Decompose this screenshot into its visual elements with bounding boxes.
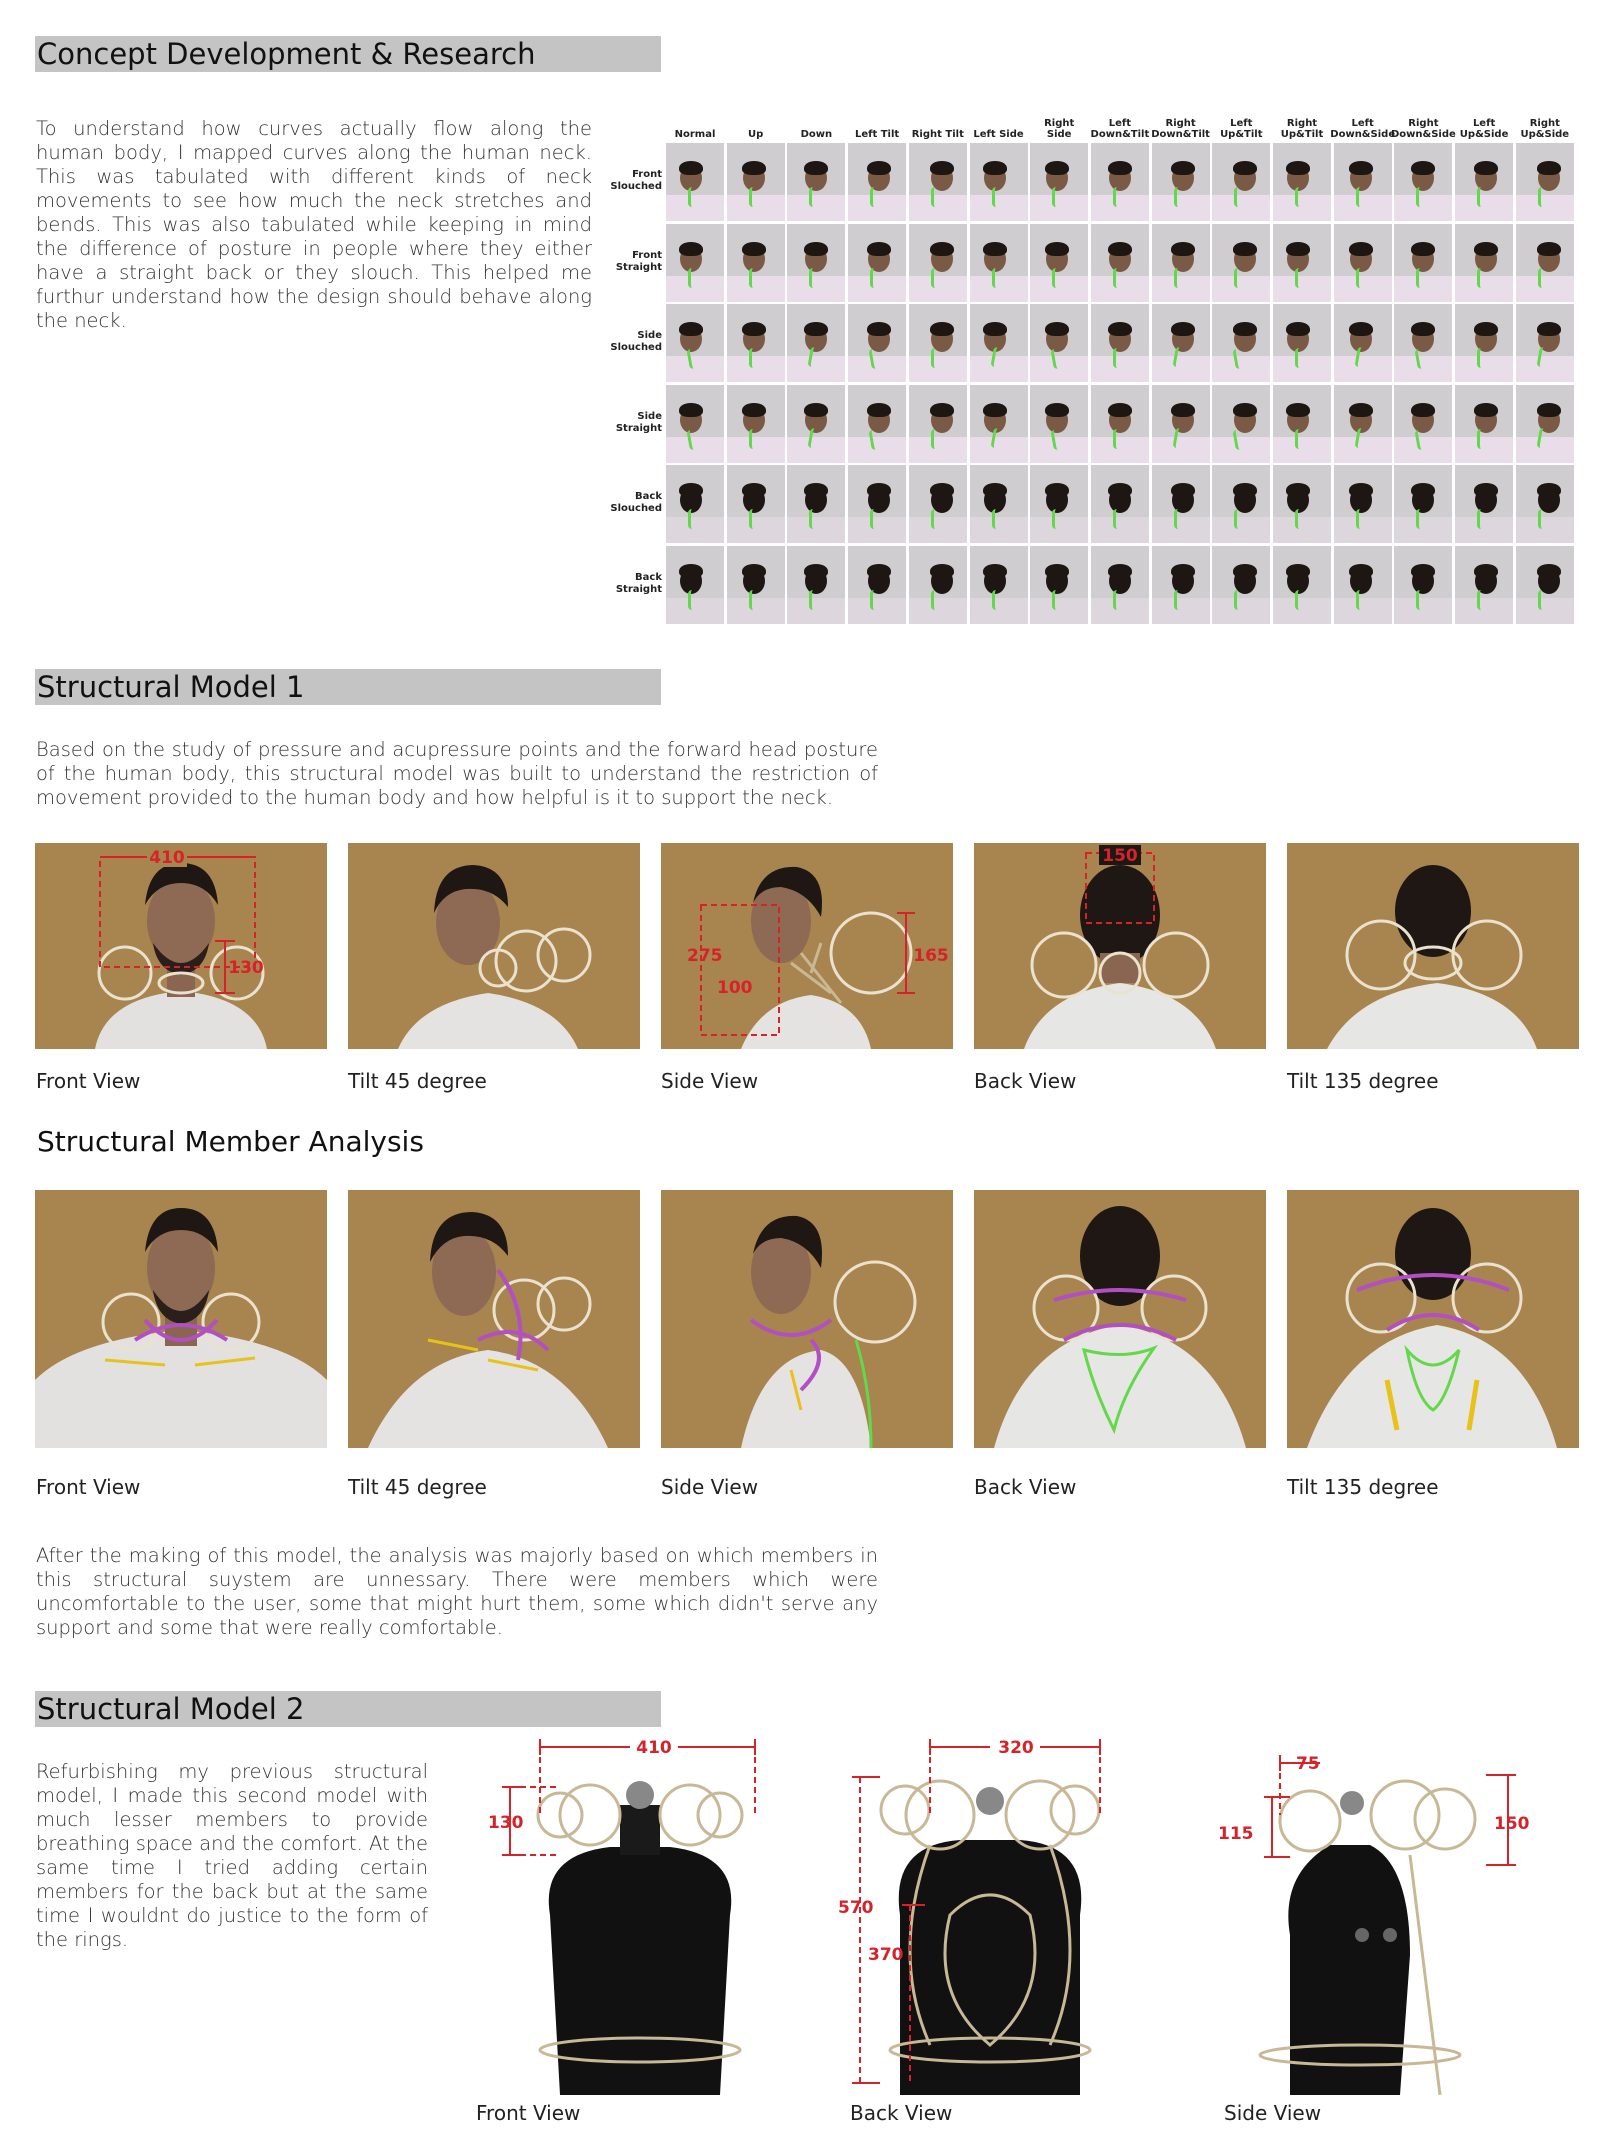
grid-photo-cell (1334, 465, 1392, 543)
grid-row-header: Side Straight (615, 410, 662, 434)
grid-row-header: Front Straight (615, 249, 662, 273)
grid-column-header: Left Side (973, 129, 1024, 140)
analysis-photo-tilt135 (1287, 1190, 1579, 1448)
model2-image-side (1200, 1735, 1540, 2095)
grid-photo-cell (1030, 143, 1088, 221)
grid-photo-cell (1334, 385, 1392, 463)
grid-column-header: Left Down&Tilt (1090, 118, 1150, 140)
model1-photo-tilt135 (1287, 843, 1579, 1049)
grid-photo-cell (1455, 224, 1513, 302)
grid-photo-cell (1212, 143, 1270, 221)
model1-caption-back: Back View (974, 1069, 1077, 1093)
grid-photo-cell (787, 304, 845, 382)
model1-photo-front (35, 843, 327, 1049)
grid-photo-cell (1091, 385, 1149, 463)
analysis-paragraph: After the making of this model, the analysis was majorly based on which members in this structural suystem are unnessary. There were members which were uncomfortable to the user, some that might hurt them, some which didn't serve any support and some that were really comfortable. (36, 1544, 878, 1639)
grid-photo-cell (1212, 465, 1270, 543)
grid-photo-cell (1516, 465, 1574, 543)
model2-dim-back-height: 570 (838, 1898, 874, 1918)
grid-column-header: Right Up&Tilt (1280, 118, 1324, 140)
grid-photo-cell (1455, 385, 1513, 463)
model1-paragraph: Based on the study of pressure and acupressure points and the forward head posture of the human body, this structural model was built to understand the restriction of movement provided to the human body and how helpful is it to support the neck. (36, 738, 878, 809)
model1-photo-back (974, 843, 1266, 1049)
grid-photo-cell (848, 385, 906, 463)
grid-photo-cell (848, 546, 906, 624)
model1-photo-tilt45 (348, 843, 640, 1049)
grid-photo-cell (787, 465, 845, 543)
grid-photo-cell (1394, 546, 1452, 624)
grid-photo-cell (848, 224, 906, 302)
grid-photo-cell (970, 224, 1028, 302)
grid-photo-cell (1455, 465, 1513, 543)
grid-photo-cell (787, 224, 845, 302)
model2-dim-front-ring: 130 (488, 1813, 524, 1833)
grid-photo-cell (666, 546, 724, 624)
grid-photo-cell (727, 143, 785, 221)
grid-photo-cell (1152, 224, 1210, 302)
grid-photo-cell (1455, 304, 1513, 382)
model2-dim-back-width: 320 (998, 1738, 1034, 1758)
grid-photo-cell (1334, 224, 1392, 302)
grid-photo-cell (1152, 143, 1210, 221)
grid-photo-cell (787, 546, 845, 624)
analysis-caption-back: Back View (974, 1475, 1077, 1499)
model2-dim-front-width: 410 (636, 1738, 672, 1758)
grid-photo-cell (1152, 465, 1210, 543)
grid-row-header: Back Straight (615, 571, 662, 595)
grid-photo-cell (727, 546, 785, 624)
grid-photo-cell (1394, 465, 1452, 543)
grid-column-header: Left Up&Tilt (1220, 118, 1263, 140)
grid-photo-cell (1334, 143, 1392, 221)
model1-dim-front-ring: 130 (228, 958, 264, 978)
grid-photo-cell (848, 465, 906, 543)
grid-photo-cell (1455, 546, 1513, 624)
grid-photo-cell (1273, 546, 1331, 624)
grid-photo-cell (909, 385, 967, 463)
model2-dim-side-offset: 75 (1296, 1754, 1320, 1774)
grid-photo-cell (1516, 304, 1574, 382)
model1-dim-front-width: 410 (149, 848, 185, 868)
model2-caption-back: Back View (850, 2101, 953, 2125)
grid-photo-cell (1334, 546, 1392, 624)
model1-caption-tilt135: Tilt 135 degree (1287, 1069, 1439, 1093)
grid-photo-cell (666, 385, 724, 463)
analysis-photo-tilt45 (348, 1190, 640, 1448)
grid-photo-cell (1516, 546, 1574, 624)
grid-photo-cell (1030, 224, 1088, 302)
model2-image-back (830, 1735, 1150, 2095)
grid-photo-cell (1334, 304, 1392, 382)
grid-photo-cell (970, 546, 1028, 624)
analysis-photo-side (661, 1190, 953, 1448)
grid-row-header: Front Slouched (610, 169, 662, 192)
grid-photo-cell (1091, 465, 1149, 543)
grid-photo-cell (727, 224, 785, 302)
grid-photo-cell (727, 304, 785, 382)
grid-photo-cell (787, 143, 845, 221)
grid-photo-cell (1030, 546, 1088, 624)
grid-column-header: Right Side (1044, 118, 1075, 140)
model2-paragraph: Refurbishing my previous structural model, I made this second model with much lesser members to provide breathing space and the comfort. At the same time I tried adding certain members for the back but at the same time I wouldnt do justice to the form of the rings. (36, 1760, 428, 1951)
model2-caption-side: Side View (1224, 2101, 1322, 2125)
grid-photo-cell (1273, 385, 1331, 463)
grid-photo-cell (909, 224, 967, 302)
grid-photo-cell (1152, 546, 1210, 624)
grid-photo-cell (1516, 224, 1574, 302)
section-title-concept: Concept Development & Research (37, 37, 536, 71)
grid-photo-cell (1516, 143, 1574, 221)
concept-paragraph: To understand how curves actually flow along the human body, I mapped curves along the human neck. This was tabulated with different kinds of neck movements to see how much the neck stretches and bends. This was also tabulated while keeping in mind the difference of posture in people where they either have a straight back or they slouch. This helped me furthur understand how the design should behave along the neck. (36, 117, 592, 332)
model2-dim-side-right: 150 (1494, 1814, 1530, 1834)
section-title-analysis: Structural Member Analysis (37, 1125, 424, 1158)
grid-column-header: Left Tilt (854, 129, 900, 140)
section-title-model1: Structural Model 1 (37, 670, 305, 704)
grid-photo-cell (1516, 385, 1574, 463)
grid-photo-cell (909, 304, 967, 382)
grid-photo-cell (1394, 385, 1452, 463)
grid-photo-cell (1212, 546, 1270, 624)
model1-dim-back-width: 150 (1102, 846, 1138, 866)
grid-row-header: Side Slouched (610, 330, 662, 353)
grid-photo-cell (970, 304, 1028, 382)
grid-photo-cell (1212, 304, 1270, 382)
grid-photo-cell (1091, 143, 1149, 221)
grid-photo-cell (1212, 224, 1270, 302)
model2-dim-side-left: 115 (1218, 1824, 1254, 1844)
grid-photo-cell (666, 304, 724, 382)
grid-photo-cell (1212, 385, 1270, 463)
grid-column-header: Left Down&Side (1330, 118, 1396, 140)
section-title-model2: Structural Model 2 (37, 1692, 305, 1726)
model1-photo-side (661, 843, 953, 1049)
grid-photo-cell (909, 143, 967, 221)
analysis-caption-tilt135: Tilt 135 degree (1287, 1475, 1439, 1499)
grid-photo-cell (666, 143, 724, 221)
grid-photo-cell (1273, 304, 1331, 382)
grid-photo-cell (909, 465, 967, 543)
model1-caption-tilt45: Tilt 45 degree (348, 1069, 487, 1093)
grid-photo-cell (666, 224, 724, 302)
grid-photo-cell (727, 385, 785, 463)
grid-column-header: Left Up&Side (1459, 118, 1509, 140)
grid-photo-cell (1455, 143, 1513, 221)
grid-column-header: Up (748, 129, 764, 140)
grid-photo-cell (727, 465, 785, 543)
grid-photo-cell (1030, 304, 1088, 382)
model1-dim-side-depth: 100 (717, 978, 753, 998)
grid-column-header: Normal (674, 129, 716, 140)
grid-column-header: Right Tilt (911, 129, 964, 140)
grid-photo-cell (1030, 465, 1088, 543)
model1-caption-front: Front View (36, 1069, 141, 1093)
grid-row-header: Back Slouched (610, 491, 662, 514)
analysis-photo-front (35, 1190, 327, 1448)
grid-photo-cell (1152, 304, 1210, 382)
grid-photo-cell (970, 465, 1028, 543)
model1-caption-side: Side View (661, 1069, 759, 1093)
grid-photo-cell (1091, 546, 1149, 624)
model1-dim-side-ring: 165 (913, 946, 949, 966)
grid-photo-cell (787, 385, 845, 463)
grid-photo-cell (1394, 224, 1452, 302)
grid-photo-cell (848, 143, 906, 221)
analysis-caption-front: Front View (36, 1475, 141, 1499)
model2-image-front (480, 1735, 800, 2095)
model1-dim-side-height: 275 (687, 946, 723, 966)
grid-photo-cell (1394, 143, 1452, 221)
model2-dim-back-lower: 370 (868, 1945, 904, 1965)
grid-photo-cell (848, 304, 906, 382)
grid-column-header: Right Up&Side (1520, 118, 1570, 140)
grid-photo-cell (909, 546, 967, 624)
grid-photo-cell (1152, 385, 1210, 463)
grid-photo-cell (970, 143, 1028, 221)
analysis-caption-tilt45: Tilt 45 degree (348, 1475, 487, 1499)
grid-photo-cell (1394, 304, 1452, 382)
analysis-photo-back (974, 1190, 1266, 1448)
grid-column-header: Right Down&Tilt (1151, 118, 1210, 140)
grid-photo-cell (1273, 465, 1331, 543)
grid-photo-cell (1030, 385, 1088, 463)
grid-column-header: Down (800, 129, 833, 140)
grid-photo-cell (666, 465, 724, 543)
analysis-caption-side: Side View (661, 1475, 759, 1499)
grid-column-header: Right Down&Side (1390, 118, 1456, 140)
grid-photo-cell (1091, 224, 1149, 302)
grid-photo-cell (1091, 304, 1149, 382)
grid-photo-cell (1273, 224, 1331, 302)
model2-caption-front: Front View (476, 2101, 581, 2125)
grid-photo-cell (970, 385, 1028, 463)
grid-photo-cell (1273, 143, 1331, 221)
